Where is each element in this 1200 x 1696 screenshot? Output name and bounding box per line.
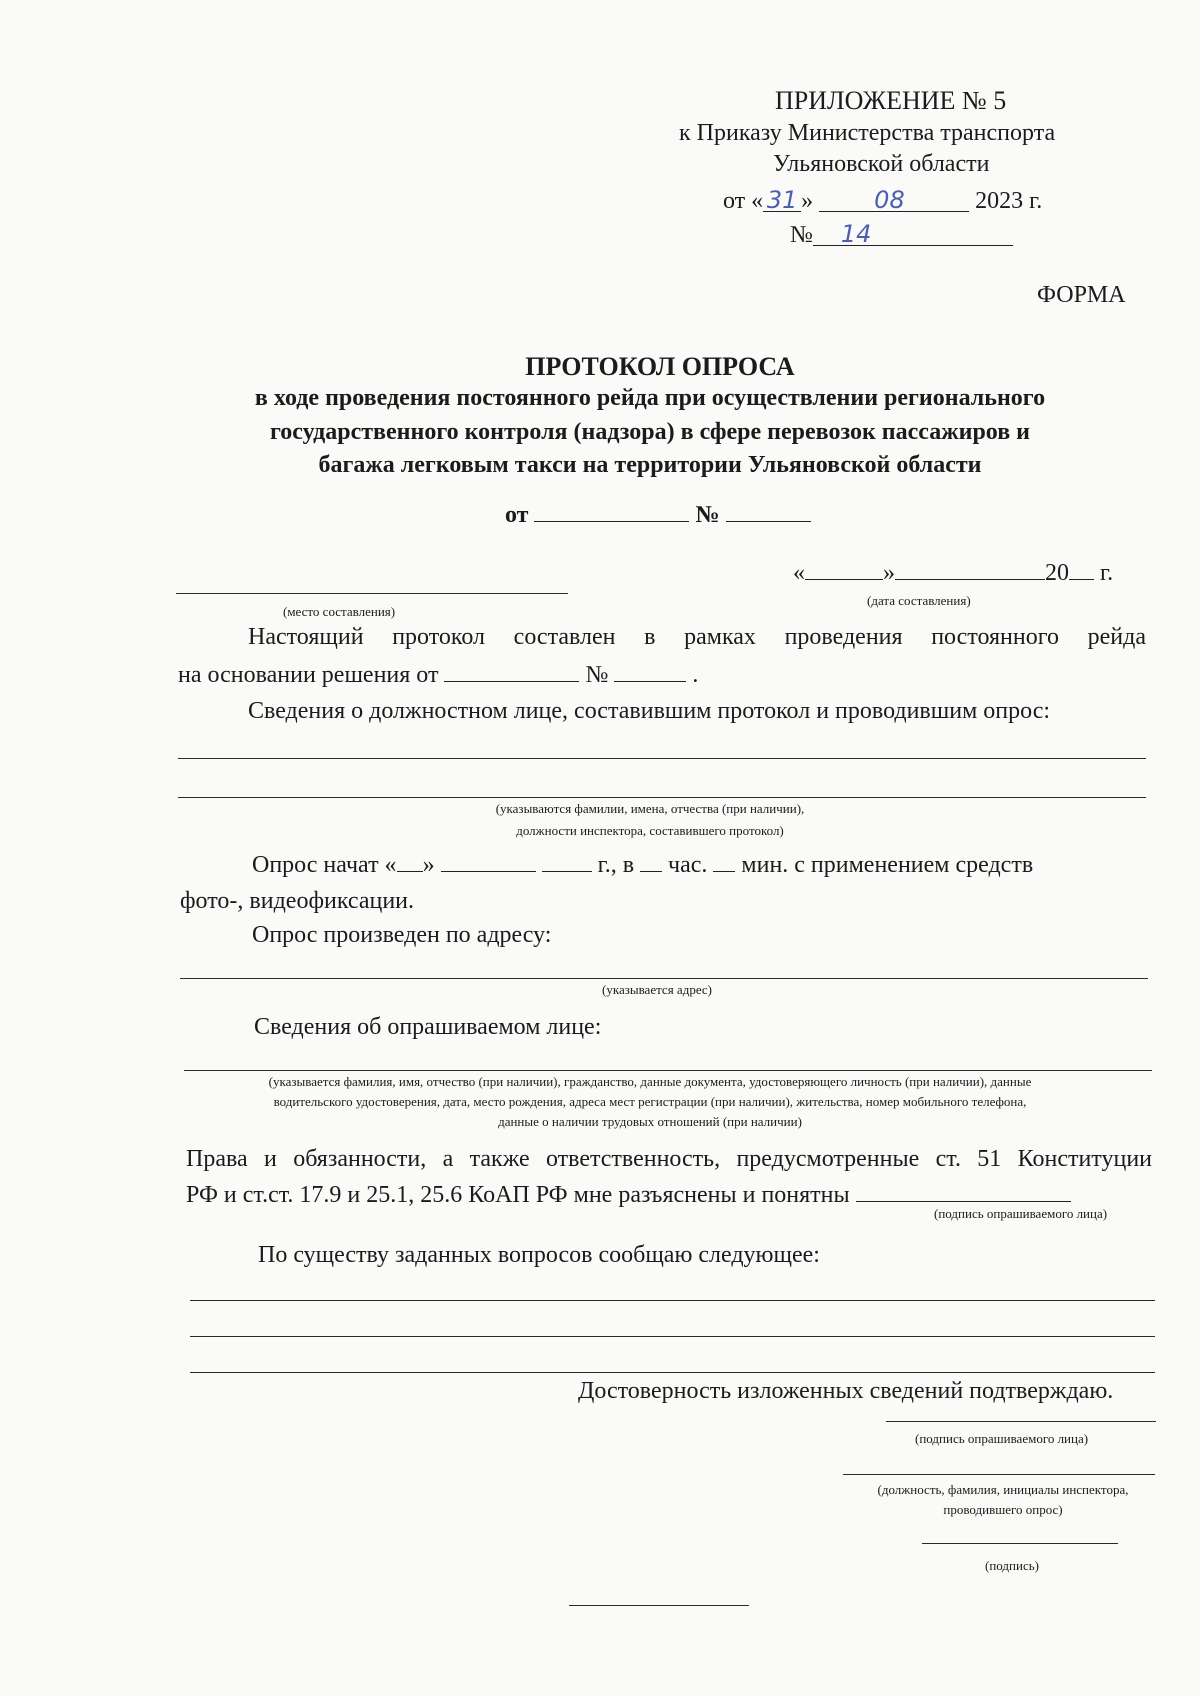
person-caption-1: (указывается фамилия, имя, отчество (при наличии), гражданство, данные документа, удостоверяющего личность (при наличии), данные [268,1074,1032,1089]
signature-caption-3: (подпись) [985,1558,1039,1573]
heading-number-line [505,502,811,529]
official-blank-2 [178,797,1146,798]
survey-year-blank [542,870,592,872]
date-year-prefix: 20 [1045,560,1069,586]
decision-date-blank [444,680,579,682]
person-caption-3: данные о наличии трудовых отношений (при наличии) [498,1114,802,1129]
heading-number-blank [726,520,811,522]
handwritten-number: 14 [813,223,1013,246]
person-label: Сведения об опрашиваемом лице: [254,1014,602,1040]
intro-line-2 [178,662,698,689]
date-month-blank [895,578,1045,580]
handwritten-day: 31 [763,189,801,212]
appendix-title: ПРИЛОЖЕНИЕ № 5 [775,86,1007,115]
appendix-number [790,222,1013,249]
date-caption: (дата составления) [867,593,971,608]
rights-line-2 [186,1182,1071,1209]
official-caption-2: должности инспектора, составившего протокол) [516,823,784,838]
heading-number-sign: № [695,502,720,528]
address-label: Опрос произведен по адресу: [252,922,552,948]
date-day-blank [805,578,883,580]
survey-quote-close: » [422,852,435,878]
footer-line [569,1605,749,1606]
answers-blank-3 [190,1372,1155,1373]
official-blank-1 [178,758,1146,759]
decision-number-blank [614,680,686,682]
survey-hour-label: час. [668,852,708,878]
heading-from: от [505,502,529,528]
signature-blank-2 [843,1474,1155,1475]
intro-period: . [692,662,699,688]
survey-day-blank [397,870,423,872]
signature-blank-3 [922,1543,1118,1544]
survey-start-line-2: фото-, видеофиксации. [180,888,415,914]
heading-wrap [0,352,1200,382]
survey-month-blank [441,870,536,872]
date-mid: » [801,188,814,214]
heading-line-2: государственного контроля (надзора) в сфере перевозок пассажиров и [270,419,1030,445]
appendix-date [723,188,1042,215]
person-blank [184,1070,1152,1071]
signature-caption-2a: (должность, фамилия, инициалы инспектора, [877,1482,1129,1497]
answers-blank-2 [190,1336,1155,1337]
survey-hour-blank [640,870,662,872]
date-quote-close: » [883,560,895,586]
answers-blank-1 [190,1300,1155,1301]
number-sign: № [790,222,813,248]
rights-caption: (подпись опрашиваемого лица) [934,1206,1108,1221]
date-year-suffix: г. [1100,560,1114,586]
appendix-line-2: Ульяновской области [773,151,990,177]
intro-decision-label: на основании решения от [178,662,439,688]
form-label: ФОРМА [1037,282,1126,308]
date-year: 2023 г. [975,188,1043,214]
signature-blank-1 [886,1421,1156,1422]
protocol-title: ПРОТОКОЛ ОПРОСА [525,352,795,381]
date-quote-open: « [793,560,805,586]
survey-minute-label: мин. с применением средств [741,852,1034,878]
date-fill-line [793,560,1113,587]
intro-line-1: Настоящий протокол составлен в рамках проведения постоянного рейда [248,624,1146,650]
survey-start-line [252,852,1033,879]
handwritten-month: 08 [819,189,969,212]
official-caption-1: (указываются фамилии, имена, отчества (при наличии), [495,801,805,816]
confirm-text: Достоверность изложенных сведений подтверждаю. [578,1378,1114,1404]
address-blank [180,978,1148,979]
rights-line-1: Права и обязанности, а также ответственность, предусмотренные ст. 51 Конституции [186,1146,1152,1172]
decision-number-sign: № [585,662,609,688]
appendix-line-1: к Приказу Министерства транспорта [679,120,1056,146]
date-year-blank [1069,578,1094,580]
place-caption: (место составления) [283,604,396,619]
person-caption-2: водительского удостоверения, дата, место рождения, адреса мест регистрации (при наличии), жительства, номер мобильного телефона, [273,1094,1027,1109]
place-blank [176,593,568,594]
address-caption: (указывается адрес) [602,982,713,997]
heading-line-1: в ходе проведения постоянного рейда при осуществлении регионального [254,385,1046,411]
signature-caption-2b: проводившего опрос) [943,1502,1063,1517]
survey-minute-blank [713,870,735,872]
rights-text: РФ и ст.ст. 17.9 и 25.1, 25.6 КоАП РФ мне разъяснены и понятны [186,1182,850,1208]
heading-date-blank [534,520,689,522]
date-prefix: от « [723,188,764,214]
official-info-label: Сведения о должностном лице, составившим протокол и проводившим опрос: [248,698,1051,724]
rights-signature-blank [856,1200,1071,1202]
signature-caption-1: (подпись опрашиваемого лица) [915,1431,1089,1446]
survey-start-label: Опрос начат « [252,852,397,878]
heading-line-3: багажа легковым такси на территории Ульяновской области [318,452,982,478]
answers-label: По существу заданных вопросов сообщаю следующее: [258,1242,820,1268]
survey-year-suffix: г., в [597,852,635,878]
